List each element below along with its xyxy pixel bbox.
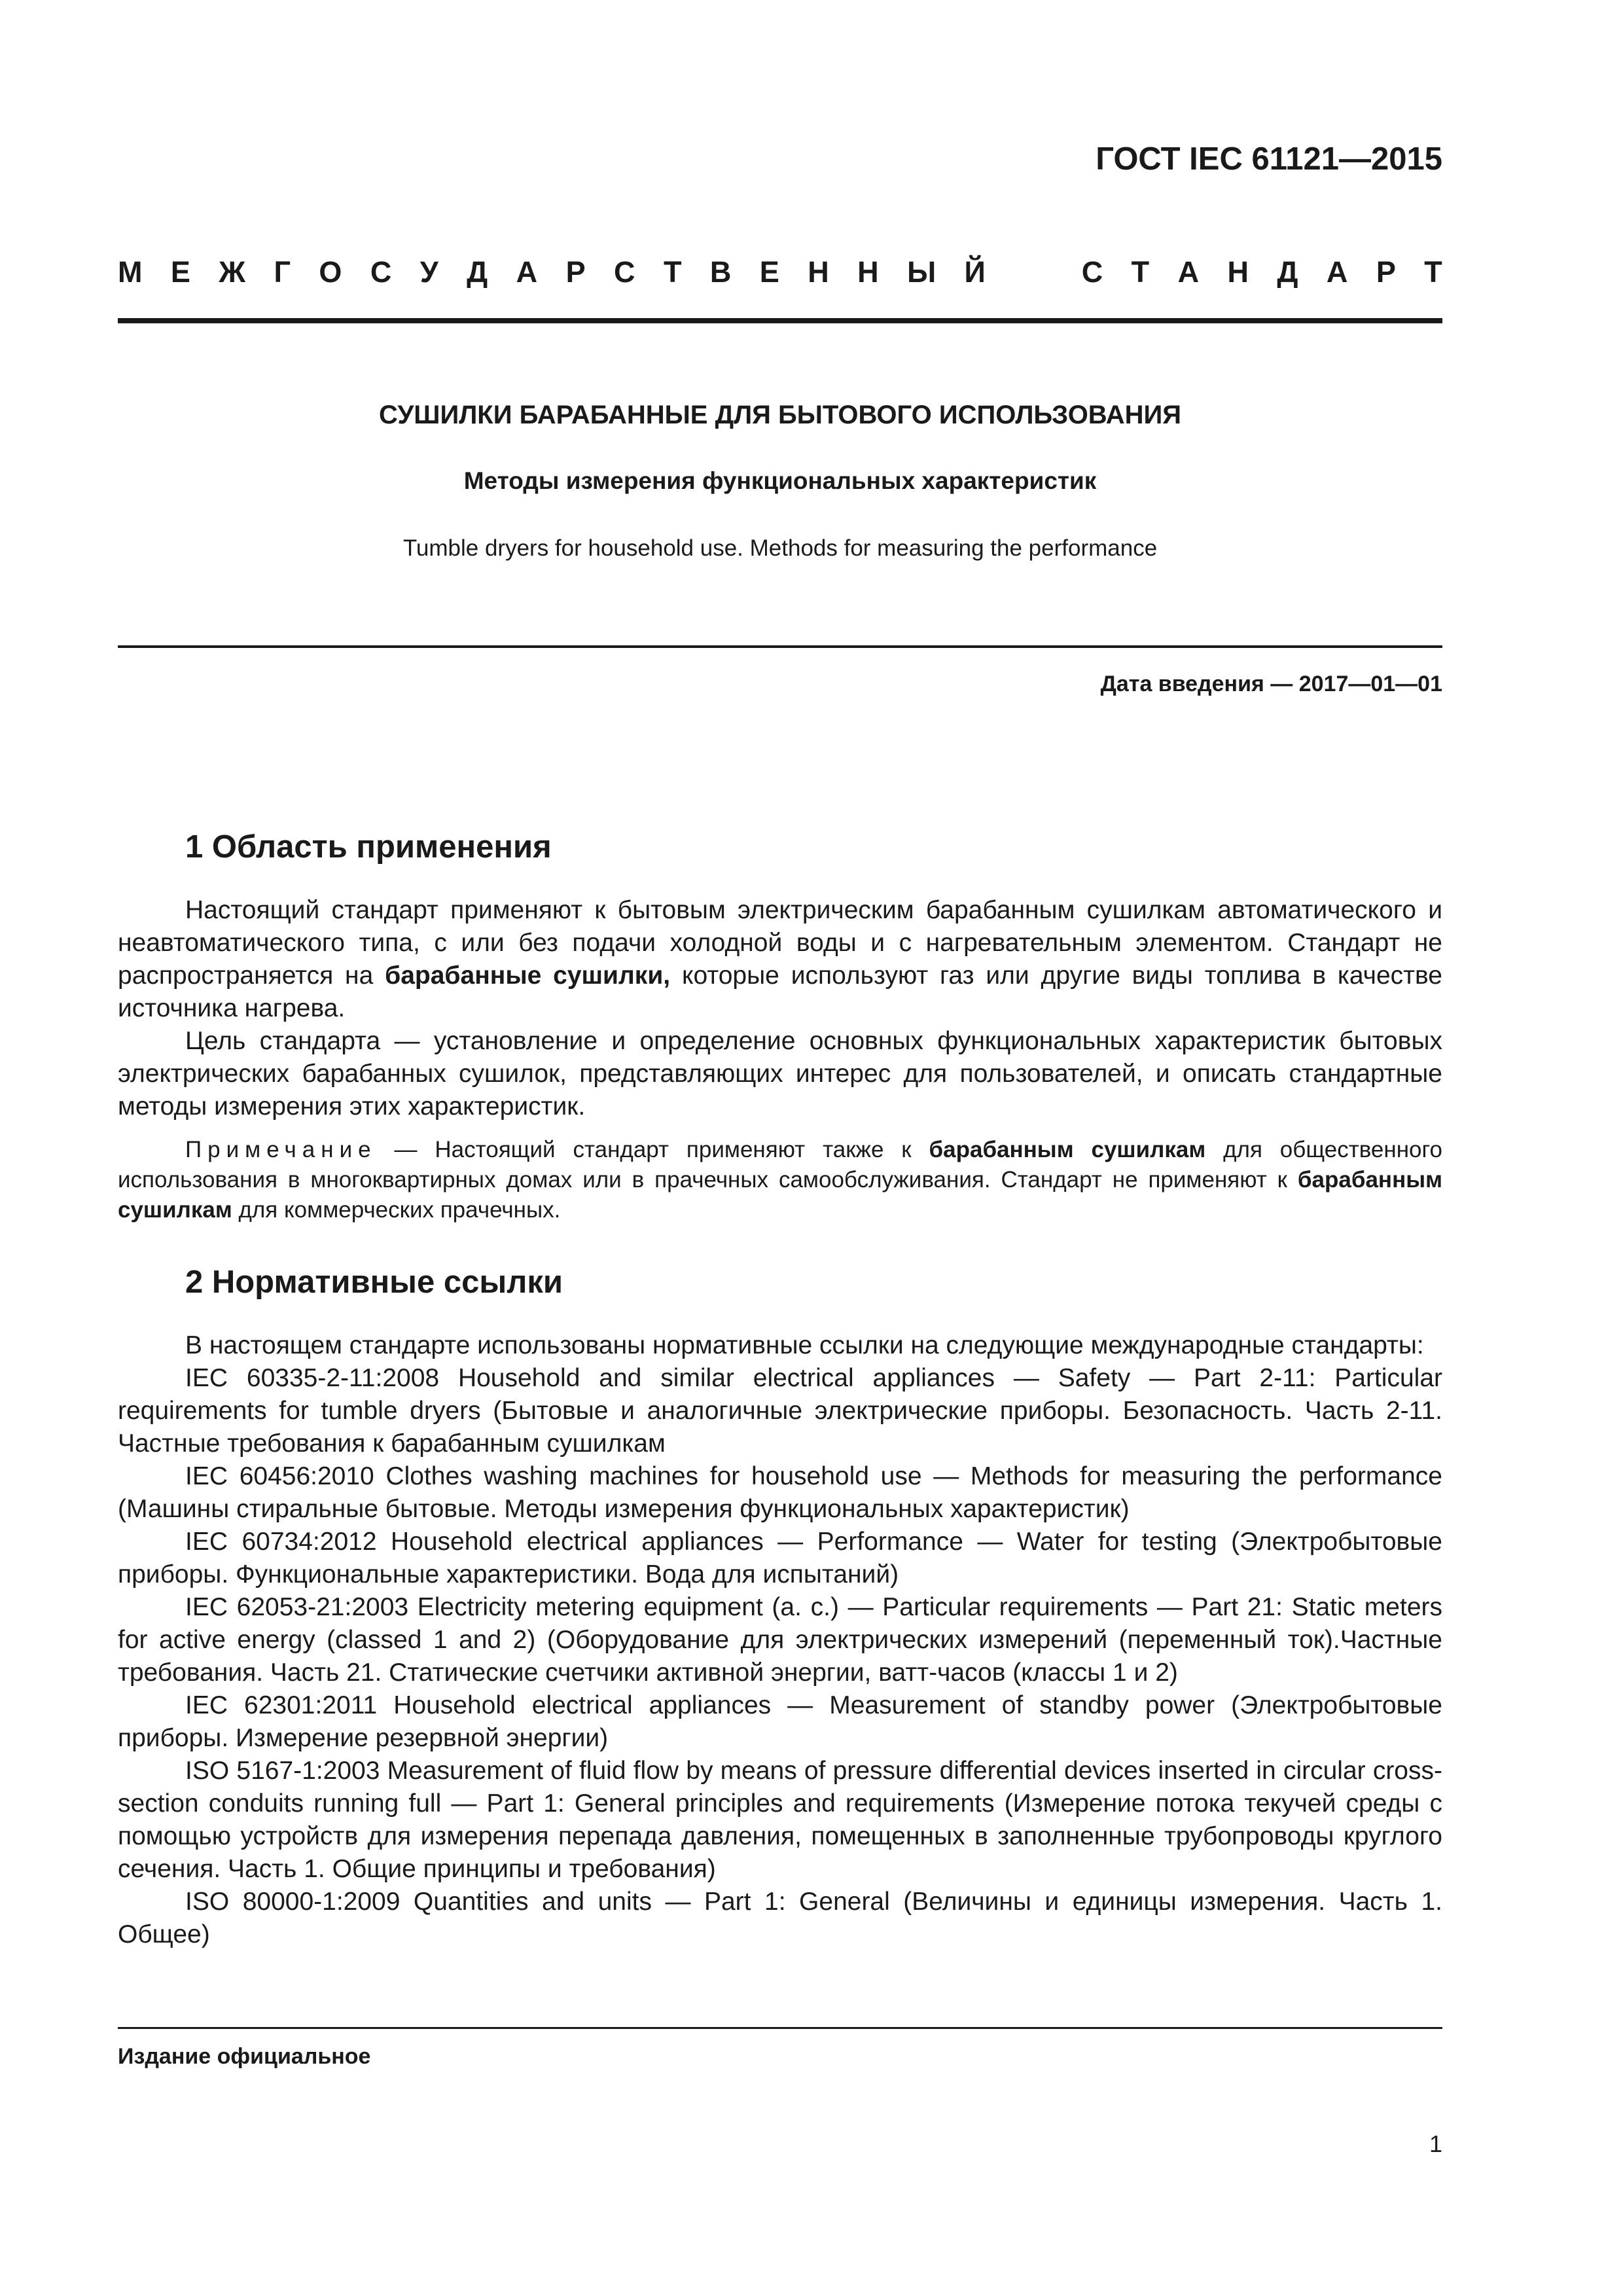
paragraph: В настоящем стандарте использованы нормативные ссылки на следующие международные стандарты: bbox=[185, 1331, 1424, 1359]
banner-letter: Н bbox=[857, 255, 879, 289]
interstate-standard-banner bbox=[118, 255, 1442, 289]
banner-letter: А bbox=[1177, 255, 1200, 289]
text-run: для коммерческих прачечных. bbox=[232, 1196, 561, 1223]
bold-term: барабанным сушилкам bbox=[929, 1136, 1206, 1162]
document-subtitle: Методы измерения функциональных характеристик bbox=[463, 467, 1097, 494]
banner-letter: Р bbox=[565, 255, 586, 289]
banner-letter: Д bbox=[1277, 255, 1298, 289]
standard-code: ГОСТ IEC 61121—2015 bbox=[1096, 141, 1442, 177]
reference-entry: IEC 60456:2010 Clothes washing machines for household use — Methods for measuring the performance (Машины стиральные бытовые. Методы измерения функциональных характеристик) bbox=[118, 1462, 1442, 1523]
banner-word-gap bbox=[1014, 255, 1053, 289]
note-label: Примечание bbox=[185, 1136, 377, 1162]
document-title: СУШИЛКИ БАРАБАННЫЕ ДЛЯ БЫТОВОГО ИСПОЛЬЗОВАНИЯ bbox=[379, 401, 1181, 429]
banner-letter: У bbox=[419, 255, 438, 289]
reference-entry: ISO 5167-1:2003 Measurement of fluid flow by means of pressure differential devices inserted in circular cross-section conduits running full — Part 1: General principles and requirements (Измерение потока текучей среды с помощью устройств для измерения перепада давления, помещенных в заполненные трубопроводы круглого сечения. Часть 1. Общие принципы и требования) bbox=[118, 1756, 1442, 1883]
banner-letter: Т bbox=[1131, 255, 1150, 289]
text-run: для общественного использования в многоквартирных домах или в прачечных самообслуживания. Стандарт не применяют к bbox=[118, 1136, 1442, 1193]
banner-letter: Г bbox=[274, 255, 291, 289]
text-run: Настоящий стандарт применяют к бытовым электрическим барабанным сушилкам автоматического и неавтоматического типа, с или без подачи холодной воды и с нагревательным элементом. Стандарт не распространяется на bbox=[118, 895, 1442, 990]
banner-letter: Н bbox=[808, 255, 829, 289]
section-heading: 2 Нормативные ссылки bbox=[185, 1265, 563, 1300]
banner-letter: С bbox=[614, 255, 635, 289]
banner-letter: Е bbox=[759, 255, 779, 289]
reference-entry: ISO 80000-1:2009 Quantities and units — Part 1: General (Величины и единицы измерения. Часть 1. Общее) bbox=[118, 1887, 1442, 1948]
banner-letter: В bbox=[709, 255, 732, 289]
banner-letter: О bbox=[319, 255, 342, 289]
banner-letter: Ж bbox=[219, 255, 246, 289]
section-scope bbox=[118, 828, 1442, 1225]
banner-letter: Р bbox=[1376, 255, 1396, 289]
title-divider bbox=[118, 645, 1442, 648]
reference-entry: IEC 62301:2011 Household electrical appliances — Measurement of standby power (Электробытовые приборы. Измерение резервной энергии) bbox=[118, 1691, 1442, 1752]
footer-divider bbox=[118, 2027, 1442, 2029]
banner-letter: Е bbox=[170, 255, 190, 289]
reference-entry: IEC 60734:2012 Household electrical appliances — Performance — Water for testing (Электробытовые приборы. Функциональные характеристики. Вода для испытаний) bbox=[118, 1527, 1442, 1588]
banner-letter: Т bbox=[1424, 255, 1442, 289]
introduction-date: Дата введения — 2017—01—01 bbox=[1100, 672, 1442, 696]
section-normative-references bbox=[118, 1263, 1442, 1951]
bold-term: барабанные сушилки, bbox=[385, 961, 671, 990]
page-number: 1 bbox=[1429, 2130, 1442, 2157]
banner-letter: Й bbox=[964, 255, 986, 289]
banner-letter: Т bbox=[663, 255, 682, 289]
paragraph bbox=[118, 894, 1442, 1025]
banner-letter: С bbox=[1081, 255, 1103, 289]
text-run: — Настоящий стандарт применяют также к bbox=[376, 1136, 929, 1162]
banner-letter: А bbox=[1326, 255, 1348, 289]
paragraph: Цель стандарта — установление и определение основных функциональных характеристик бытовых электрических барабанных сушилок, представляющих интерес для пользователей, и описать стандартные методы измерения этих характеристик. bbox=[118, 1026, 1442, 1121]
reference-entry: IEC 62053-21:2003 Electricity metering equipment (a. c.) — Particular requirements — Part 21: Static meters for active energy (classed 1 and 2) (Оборудование для электрических измерений (переменный ток).Частные требования. Часть 21. Статические счетчики активной энергии, ватт-часов (классы 1 и 2) bbox=[118, 1592, 1442, 1687]
banner-letter: Д bbox=[467, 255, 488, 289]
text-run: которые используют газ или другие виды топлива в качестве источника нагрева. bbox=[118, 961, 1442, 1022]
note-paragraph bbox=[118, 1135, 1442, 1225]
document-title-english: Tumble dryers for household use. Methods for measuring the performance bbox=[402, 535, 1158, 561]
reference-entry: IEC 60335-2-11:2008 Household and similar electrical appliances — Safety — Part 2-11: Particular requirements for tumble dryers (Бытовые и аналогичные электрические приборы. Безопасность. Часть 2-11. Частные требования к барабанным сушилкам bbox=[118, 1363, 1442, 1458]
banner-letter: Н bbox=[1227, 255, 1249, 289]
header-divider bbox=[118, 318, 1442, 323]
section-heading: 1 Область применения bbox=[185, 829, 552, 865]
bold-term: барабанным сушилкам bbox=[118, 1166, 1442, 1223]
banner-letter: Ы bbox=[907, 255, 936, 289]
banner-letter: С bbox=[370, 255, 392, 289]
banner-letter: А bbox=[516, 255, 538, 289]
banner-letter: М bbox=[118, 255, 143, 289]
official-edition-label: Издание официальное bbox=[118, 2044, 371, 2069]
